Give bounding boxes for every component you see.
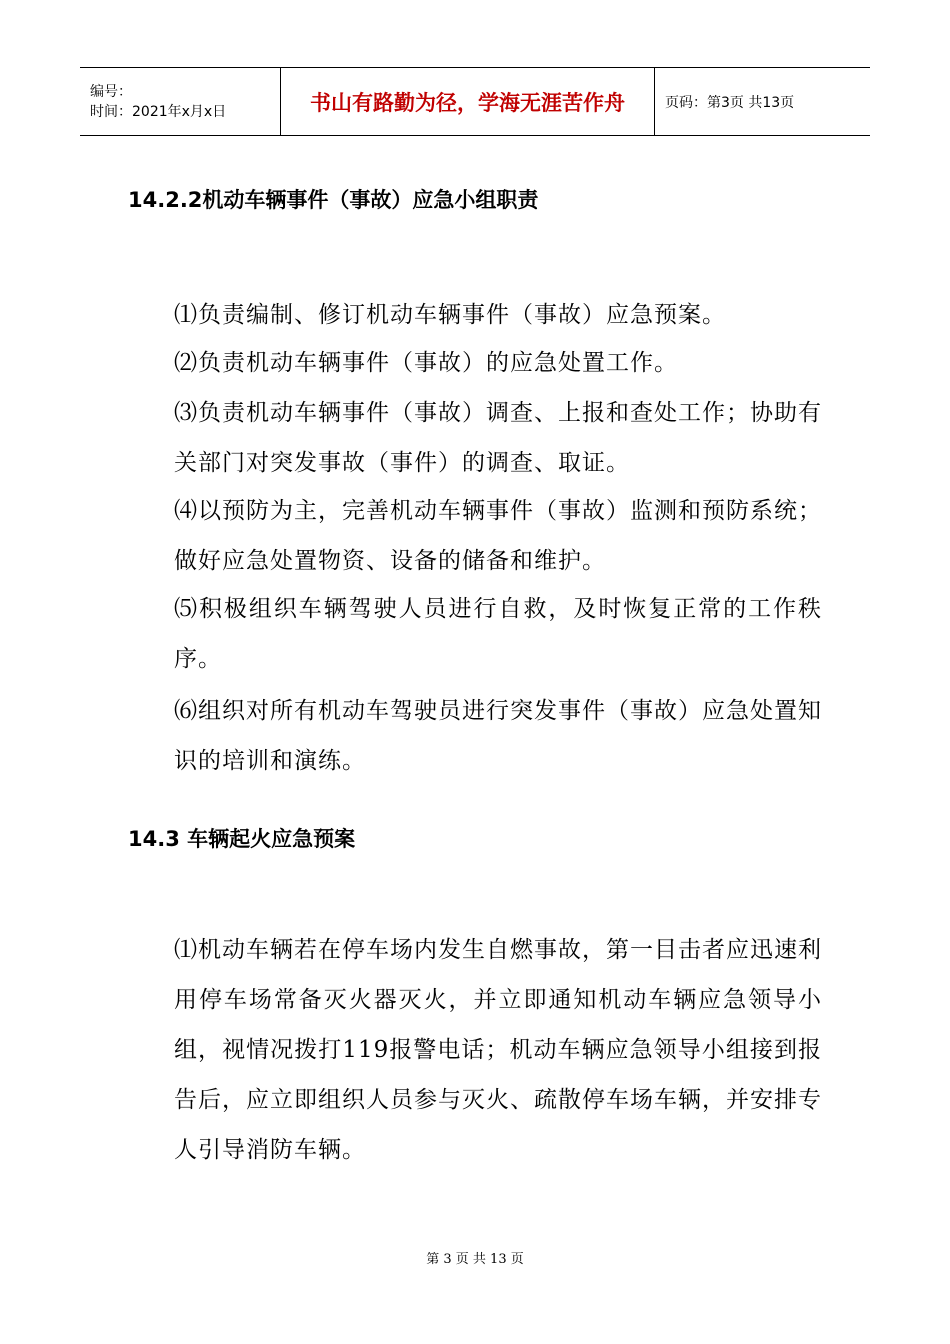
list-item-text: ⑹组织对所有机动车驾驶员进行突发事件（事故）应急处置知识的培训和演练。 bbox=[174, 698, 822, 774]
section-heading: 14.3 车辆起火应急预案 bbox=[128, 827, 356, 851]
list-item-text: ⑵负责机动车辆事件（事故）的应急处置工作。 bbox=[174, 350, 678, 376]
document-header bbox=[80, 67, 870, 136]
list-item bbox=[128, 925, 822, 1175]
list-item-text: ⑴负责编制、修订机动车辆事件（事故）应急预案。 bbox=[174, 302, 726, 328]
document-date: 时间：2021年x月x日 bbox=[90, 103, 227, 120]
header-motto-cell bbox=[281, 68, 655, 135]
header-page-info: 页码：第3页 共13页 bbox=[665, 94, 795, 111]
header-motto: 书山有路勤为径，学海无涯苦作舟 bbox=[310, 90, 625, 115]
list-item bbox=[128, 486, 822, 586]
document-number-label: 编号： bbox=[90, 83, 132, 100]
section-heading: 14.2.2机动车辆事件（事故）应急小组职责 bbox=[128, 188, 539, 212]
header-meta bbox=[80, 68, 281, 135]
list-item-text: ⑷以预防为主，完善机动车辆事件（事故）监测和预防系统；做好应急处置物资、设备的储备和维护。 bbox=[174, 498, 822, 574]
page-footer: 第 3 页 共 13 页 bbox=[426, 1252, 524, 1267]
header-page-info-cell bbox=[655, 68, 870, 135]
list-item bbox=[128, 686, 822, 786]
list-item bbox=[128, 388, 822, 488]
list-item-text: ⑶负责机动车辆事件（事故）调查、上报和查处工作；协助有关部门对突发事故（事件）的调查、取证。 bbox=[174, 400, 822, 476]
list-item bbox=[128, 290, 822, 340]
list-item-text: ⑴机动车辆若在停车场内发生自燃事故，第一目击者应迅速利用停车场常备灭火器灭火，并立即通知机动车辆应急领导小组，视情况拨打119报警电话；机动车辆应急领导小组接到报告后，应立即组织人员参与灭火、疏散停车场车辆，并安排专人引导消防车辆。 bbox=[174, 937, 822, 1163]
list-item bbox=[128, 338, 822, 388]
list-item-text: ⑸积极组织车辆驾驶人员进行自救，及时恢复正常的工作秩序。 bbox=[174, 596, 822, 672]
list-item bbox=[128, 584, 822, 684]
